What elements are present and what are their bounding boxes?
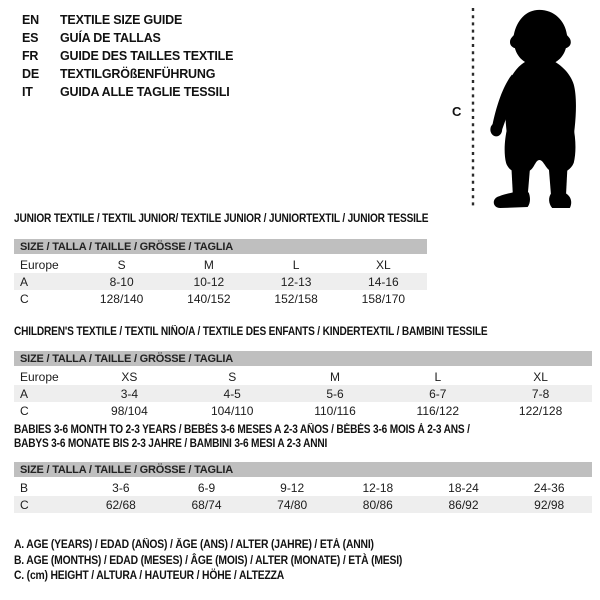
size-cell: 9-12 bbox=[280, 480, 305, 495]
table-header-bar: SIZE / TALLA / TAILLE / GRÖSSE / TAGLIA bbox=[14, 462, 592, 477]
lang-label: TEXTILE SIZE GUIDE bbox=[60, 13, 183, 27]
row-label: A bbox=[20, 274, 29, 289]
table-row-height bbox=[14, 402, 592, 419]
size-cell: 122/128 bbox=[518, 403, 563, 418]
size-cell: 158/170 bbox=[361, 291, 406, 306]
size-cell: 86/92 bbox=[448, 497, 479, 512]
size-cell: 7-8 bbox=[531, 386, 550, 401]
lang-code: DE bbox=[22, 67, 39, 81]
size-cell: L bbox=[292, 257, 300, 272]
row-label: Europe bbox=[20, 369, 59, 384]
children-size-table bbox=[14, 351, 592, 419]
lang-row-en bbox=[22, 11, 233, 29]
children-section-title: CHILDREN'S TEXTILE / TEXTIL NIÑO/A / TEXTILE DES ENFANTS / KINDERTEXTIL / BAMBINI TESSILE bbox=[14, 326, 488, 338]
lang-label: TEXTILGRÖßENFÜHRUNG bbox=[60, 67, 216, 81]
size-cell: 3-6 bbox=[112, 480, 130, 495]
lang-row-it bbox=[22, 83, 233, 101]
size-cell: XS bbox=[121, 369, 138, 384]
size-cell: 128/140 bbox=[99, 291, 144, 306]
size-cell: 74/80 bbox=[277, 497, 308, 512]
table-row-europe bbox=[14, 256, 427, 273]
row-label: B bbox=[20, 480, 29, 495]
size-cell: XL bbox=[376, 257, 391, 272]
lang-code: ES bbox=[22, 31, 39, 45]
table-header-bar: SIZE / TALLA / TAILLE / GRÖSSE / TAGLIA bbox=[14, 351, 592, 366]
row-label: C bbox=[20, 497, 29, 512]
size-cell: 12-13 bbox=[280, 274, 312, 289]
table-row-age bbox=[14, 273, 427, 290]
lang-row-es bbox=[22, 29, 233, 47]
size-cell: 6-7 bbox=[429, 386, 447, 401]
size-cell: 10-12 bbox=[193, 274, 225, 289]
lang-code: FR bbox=[22, 49, 39, 63]
size-cell: 80/86 bbox=[362, 497, 393, 512]
babies-size-table bbox=[14, 462, 592, 513]
junior-section-title: JUNIOR TEXTILE / TEXTIL JUNIOR/ TEXTILE JUNIOR / JUNIORTEXTIL / JUNIOR TESSILE bbox=[14, 213, 429, 225]
size-cell: 4-5 bbox=[223, 386, 241, 401]
height-figure bbox=[450, 4, 595, 214]
lang-row-de bbox=[22, 65, 233, 83]
babies-section-title bbox=[14, 424, 470, 451]
row-label: Europe bbox=[20, 257, 59, 272]
size-cell: 110/116 bbox=[314, 403, 356, 418]
size-cell: 62/68 bbox=[105, 497, 136, 512]
size-cell: 18-24 bbox=[448, 480, 479, 495]
measure-label-c: C bbox=[452, 104, 462, 119]
footnotes bbox=[14, 538, 402, 585]
size-cell: 92/98 bbox=[534, 497, 565, 512]
size-cell: 140/152 bbox=[187, 291, 231, 306]
lang-code: EN bbox=[22, 13, 39, 27]
size-cell: 8-10 bbox=[109, 274, 134, 289]
size-cell: 152/158 bbox=[274, 291, 318, 306]
size-cell: M bbox=[203, 257, 214, 272]
size-cell: XL bbox=[533, 369, 548, 384]
table-header-bar: SIZE / TALLA / TAILLE / GRÖSSE / TAGLIA bbox=[14, 239, 427, 254]
row-label: C bbox=[20, 291, 29, 306]
size-cell: S bbox=[117, 257, 126, 272]
size-cell: 104/110 bbox=[210, 403, 254, 418]
table-row-height bbox=[14, 496, 592, 513]
size-cell: S bbox=[228, 369, 237, 384]
junior-size-table bbox=[14, 239, 427, 307]
size-cell: 6-9 bbox=[197, 480, 216, 495]
row-label: C bbox=[20, 403, 29, 418]
table-row-europe bbox=[14, 368, 592, 385]
size-cell: M bbox=[329, 369, 340, 384]
size-cell: 68/74 bbox=[191, 497, 222, 512]
table-row-age-months bbox=[14, 479, 592, 496]
footnote-c: C. (cm) HEIGHT / ALTURA / HAUTEUR / HÖHE / ALTEZZA bbox=[14, 570, 285, 582]
lang-label: GUÍA DE TALLAS bbox=[60, 31, 161, 45]
height-measure-dashed-line bbox=[471, 8, 475, 208]
size-cell: 12-18 bbox=[362, 480, 394, 495]
lang-row-fr bbox=[22, 47, 233, 65]
babies-title-line-1: BABIES 3-6 MONTH TO 2-3 YEARS / BEBÉS 3-6 MESES A 2-3 AÑOS / BÉBÉS 3-6 MOIS À 2-3 ANS / bbox=[14, 424, 470, 436]
babies-title-line-2: BABYS 3-6 MONATE BIS 2-3 JAHRE / BAMBINI 3-6 MESI A 2-3 ANNI bbox=[14, 437, 328, 450]
size-cell: 116/122 bbox=[416, 403, 460, 418]
size-cell: 14-16 bbox=[368, 274, 399, 289]
size-cell: L bbox=[434, 369, 442, 384]
table-row-age bbox=[14, 385, 592, 402]
table-row-height bbox=[14, 290, 427, 307]
footnote-a: A. AGE (YEARS) / EDAD (AÑOS) / ÂGE (ANS) / ALTER (JAHRE) / ETÀ (ANNI) bbox=[14, 539, 374, 551]
language-list bbox=[22, 11, 233, 101]
baby-silhouette-icon bbox=[483, 4, 587, 210]
lang-label: GUIDA ALLE TAGLIE TESSILI bbox=[60, 85, 230, 99]
lang-label: GUIDE DES TAILLES TEXTILE bbox=[60, 49, 234, 63]
size-cell: 98/104 bbox=[111, 403, 148, 418]
size-cell: 3-4 bbox=[120, 386, 139, 401]
footnote-b: B. AGE (MONTHS) / EDAD (MESES) / ÂGE (MOIS) / ALTER (MONATE) / ETÀ (MESI) bbox=[14, 554, 403, 567]
lang-code: IT bbox=[22, 85, 33, 99]
row-label: A bbox=[20, 386, 29, 401]
size-cell: 5-6 bbox=[326, 386, 344, 401]
size-cell: 24-36 bbox=[533, 480, 565, 495]
